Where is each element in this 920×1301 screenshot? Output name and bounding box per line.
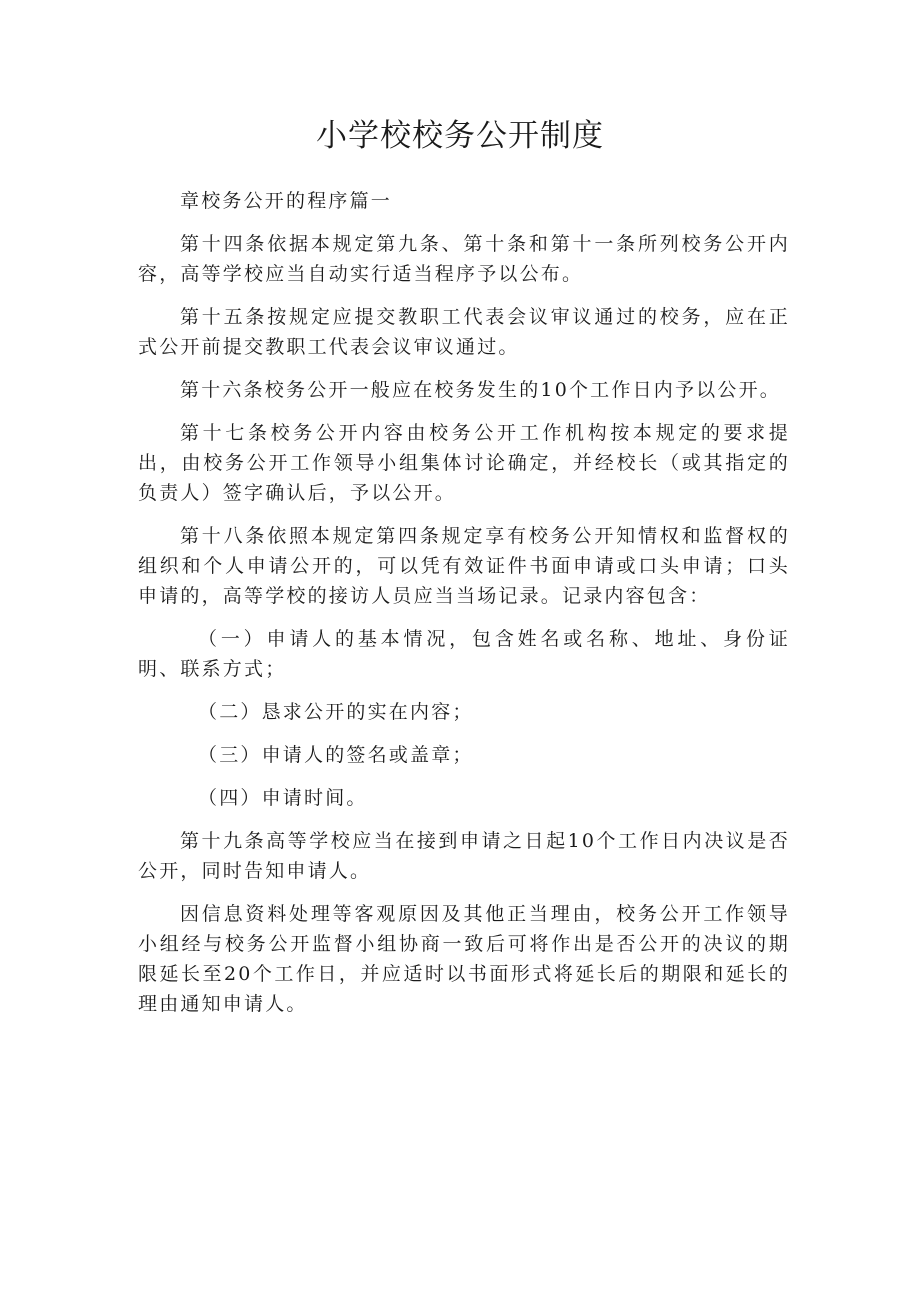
article-15-paragraph: 第十五条按规定应提交教职工代表会议审议通过的校务，应在正式公开前提交教职工代表会议审议通过。	[138, 306, 790, 358]
list-item-1: （一）申请人的基本情况，包含姓名或名称、地址、身份证明、联系方式；	[138, 628, 790, 680]
document-body	[138, 186, 790, 1032]
article-14-paragraph: 第十四条依据本规定第九条、第十条和第十一条所列校务公开内容，高等学校应当自动实行适当程序予以公布。	[138, 233, 790, 285]
article-18-paragraph: 第十八条依照本规定第四条规定享有校务公开知情权和监督权的组织和个人申请公开的，可以凭有效证件书面申请或口头申请；口头申请的，高等学校的接访人员应当当场记录。记录内容包含：	[138, 525, 790, 607]
article-17-paragraph: 第十七条校务公开内容由校务公开工作机构按本规定的要求提出，由校务公开工作领导小组集体讨论确定，并经校长（或其指定的负责人）签字确认后，予以公开。	[138, 422, 790, 504]
extension-paragraph: 因信息资料处理等客观原因及其他正当理由，校务公开工作领导小组经与校务公开监督小组协商一致后可将作出是否公开的决议的期限延长至20个工作日，并应适时以书面形式将延长后的期限和延长的理由通知申请人。	[138, 903, 790, 1015]
article-19-paragraph: 第十九条高等学校应当在接到申请之日起10个工作日内决议是否公开，同时告知申请人。	[138, 830, 790, 882]
list-item-3: （三）申请人的签名或盖章；	[198, 744, 474, 766]
document-title: 小学校校务公开制度	[316, 118, 604, 154]
article-16-paragraph: 第十六条校务公开一般应在校务发生的10个工作日内予以公开。	[180, 379, 781, 401]
list-item-2: （二）恳求公开的实在内容；	[198, 701, 474, 723]
list-item-4: （四）申请时间。	[198, 787, 368, 809]
section-heading: 章校务公开的程序篇一	[180, 190, 393, 212]
